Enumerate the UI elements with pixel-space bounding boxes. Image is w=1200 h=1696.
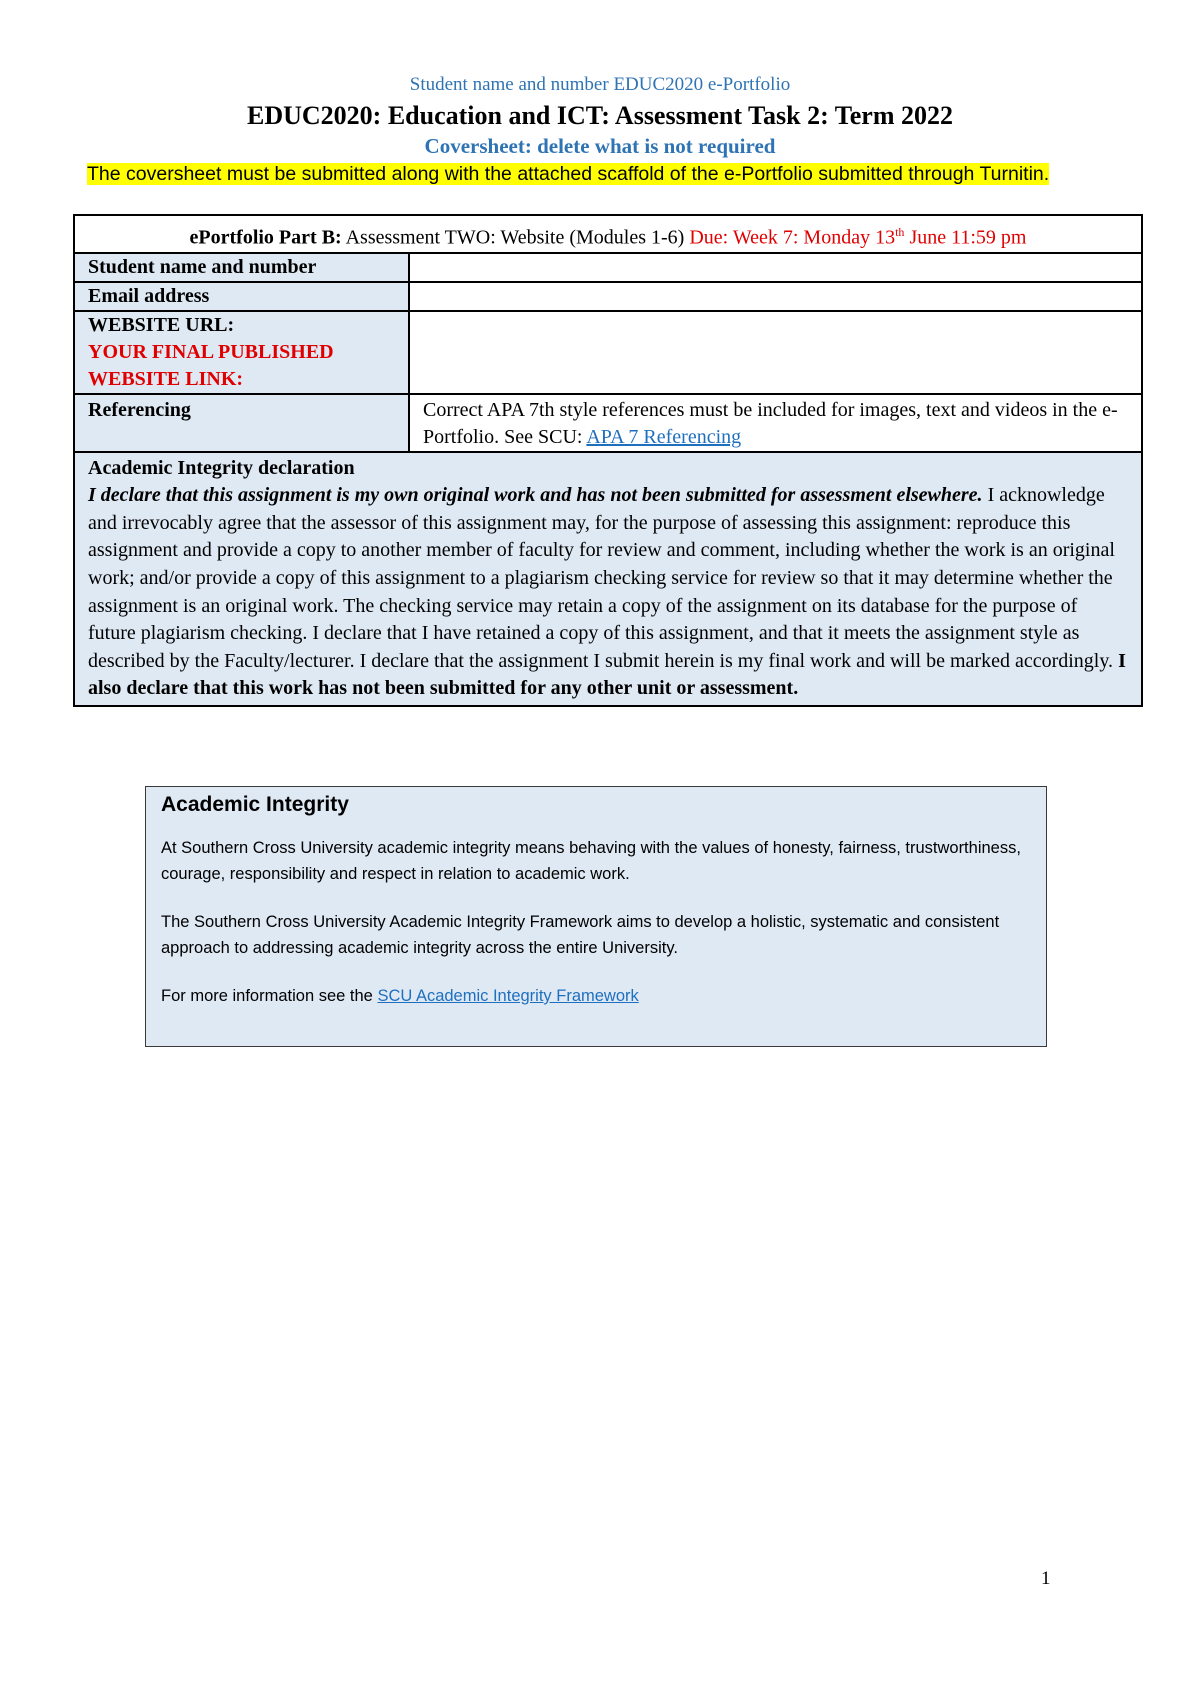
coversheet-table [73, 214, 1143, 707]
referencing-cell [409, 394, 1142, 452]
part-label: ePortfolio Part B: [189, 226, 342, 249]
integrity-para-3-text: For more information see the [161, 987, 378, 1005]
website-url-field[interactable] [409, 311, 1142, 394]
referencing-label: Referencing [74, 394, 409, 452]
email-label: Email address [74, 282, 409, 311]
integrity-heading: Academic Integrity [161, 793, 349, 816]
coversheet-note: Coversheet: delete what is not required [424, 134, 776, 158]
scu-framework-link[interactable]: SCU Academic Integrity Framework [377, 987, 639, 1005]
website-url-label [74, 311, 409, 394]
submission-notice [87, 162, 1127, 186]
part-heading-cell [74, 215, 1142, 253]
apa-referencing-link[interactable]: APA 7 Referencing [586, 425, 742, 448]
website-link-note: YOUR FINAL PUBLISHED WEBSITE LINK: [88, 340, 334, 390]
email-field[interactable] [409, 282, 1142, 311]
part-text: Assessment TWO: Website (Modules 1-6) [341, 226, 690, 249]
declaration-italic: I declare that this assignment is my own original work and has not been submitted for assessment elsewhere. [88, 484, 983, 507]
page-number: 1 [1041, 1568, 1051, 1589]
due-rest: June 11:59 pm [904, 226, 1027, 249]
declaration-heading: Academic Integrity declaration [88, 456, 355, 479]
website-url-title: WEBSITE URL: [88, 313, 235, 336]
due-sup: th [895, 225, 905, 239]
integrity-para-2: The Southern Cross University Academic Integrity Framework aims to develop a holistic, systematic and consistent approach to addressing academic integrity across the entire University. [161, 913, 1000, 957]
document-header: Student name and number EDUC2020 e-Portfolio [409, 74, 791, 95]
student-name-field[interactable] [409, 253, 1142, 282]
declaration-bold-end: I also declare that this work has not been submitted for any other unit or assessment. [88, 649, 1126, 700]
referencing-text: Correct APA 7th style references must be included for images, text and videos in the e-Portfolio. See SCU: [423, 398, 1118, 448]
submission-notice-text: The coversheet must be submitted along with the attached scaffold of the e-Portfolio submitted through Turnitin. [87, 163, 1050, 185]
integrity-para-1: At Southern Cross University academic integrity means behaving with the values of honesty, fairness, trustworthiness, courage, responsibility and respect in relation to academic work. [161, 839, 1021, 883]
integrity-declaration-cell [74, 452, 1142, 706]
integrity-para-3 [161, 983, 1031, 1009]
document-title: EDUC2020: Education and ICT: Assessment Task 2: Term 2022 [247, 101, 953, 130]
due-label: Due: Week 7: Monday 13 [689, 226, 896, 249]
student-name-label: Student name and number [74, 253, 409, 282]
declaration-body: I acknowledge and irrevocably agree that the assessor of this assignment may, for the purpose of assessing this assignment: reproduce this assignment and provide a copy to another member of faculty for review and comment, including whether the work is an original work; and/or provide a copy of this assignment to a plagiarism checking service for review so that it may determine whether the assignment is an original work. The checking service may retain a copy of the assignment on its database for the purpose of future plagiarism checking. I declare that I have retained a copy of this assignment, and that it meets the assignment style as described by the Faculty/lecturer. I declare that the assignment I submit herein is my final work and will be marked accordingly. [88, 484, 1115, 672]
academic-integrity-box [145, 786, 1047, 1047]
